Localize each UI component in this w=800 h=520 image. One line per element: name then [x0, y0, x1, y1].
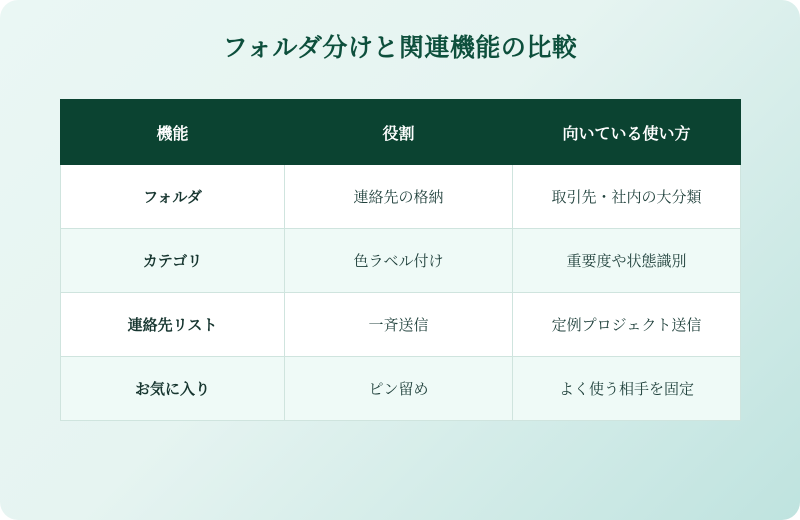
- column-header-feature: 機能: [61, 100, 285, 165]
- cell-role: ピン留め: [285, 357, 513, 421]
- cell-feature: カテゴリ: [61, 229, 285, 293]
- page-title: フォルダ分けと関連機能の比較: [222, 34, 578, 62]
- cell-usage: よく使う相手を固定: [513, 357, 741, 421]
- comparison-table: [60, 99, 741, 421]
- cell-usage: 取引先・社内の大分類: [513, 165, 741, 229]
- cell-usage: 定例プロジェクト送信: [513, 293, 741, 357]
- cell-feature: お気に入り: [61, 357, 285, 421]
- cell-feature: フォルダ: [61, 165, 285, 229]
- column-header-role: 役割: [285, 100, 513, 165]
- table-row: [61, 229, 741, 293]
- table-header: [61, 100, 741, 165]
- table-row: [61, 165, 741, 229]
- table-body: [61, 165, 741, 421]
- cell-role: 一斉送信: [285, 293, 513, 357]
- table-header-row: [61, 100, 741, 165]
- table-row: [61, 293, 741, 357]
- table-row: [61, 357, 741, 421]
- column-header-usage: 向いている使い方: [513, 100, 741, 165]
- cell-role: 連絡先の格納: [285, 165, 513, 229]
- comparison-table-wrapper: [60, 99, 740, 421]
- cell-usage: 重要度や状態識別: [513, 229, 741, 293]
- cell-role: 色ラベル付け: [285, 229, 513, 293]
- cell-feature: 連絡先リスト: [61, 293, 285, 357]
